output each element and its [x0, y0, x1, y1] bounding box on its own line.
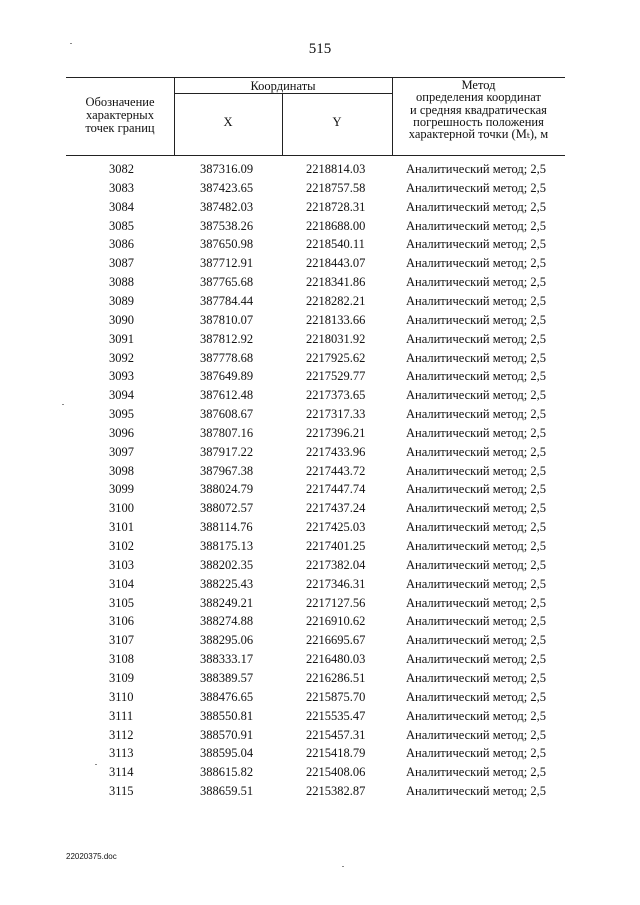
table-header [66, 77, 565, 156]
method-accuracy: Аналитический метод; 2,5 [406, 539, 546, 553]
table-row [66, 518, 565, 537]
method-accuracy: Аналитический метод; 2,5 [406, 614, 546, 629]
x-coordinate: 387608.67 [200, 407, 254, 422]
table-row [66, 688, 565, 707]
x-coordinate: 387612.48 [200, 388, 254, 403]
x-coordinate: 388024.79 [200, 482, 254, 497]
y-coordinate: 2218031.92 [306, 331, 366, 346]
y-coordinate: 2216286.51 [306, 670, 366, 685]
method-accuracy: Аналитический метод; 2,5 [406, 482, 546, 497]
y-coordinate: 2217317.33 [306, 407, 366, 422]
method-accuracy: Аналитический метод; 2,5 [406, 689, 546, 704]
point-id: 3094 [109, 388, 134, 403]
point-id: 3088 [109, 275, 134, 290]
method-accuracy: Аналитический метод; 2,5 [406, 784, 546, 799]
method-accuracy: Аналитический метод; 2,5 [406, 501, 546, 516]
table-row [66, 575, 565, 594]
point-id: 3112 [109, 727, 134, 742]
table-row [66, 198, 565, 217]
y-coordinate: 2215535.47 [306, 708, 366, 723]
method-accuracy: Аналитический метод; 2,5 [406, 369, 546, 384]
method-accuracy: Аналитический метод; 2,5 [406, 237, 546, 252]
x-coordinate: 388476.65 [200, 689, 254, 704]
table-row [66, 311, 565, 330]
method-column-header: Метод определения координат и средняя квадратическая погрешность положения характерной точки (Mₜ), м [408, 78, 549, 142]
point-id: 3083 [109, 180, 134, 195]
y-coordinate: 2218688.00 [306, 218, 366, 233]
y-coordinate: 2217373.65 [306, 388, 366, 403]
y-coordinate: 2217396.21 [306, 425, 366, 440]
table-row [66, 556, 565, 575]
point-id: 3115 [109, 784, 134, 799]
y-coordinate: 2217925.62 [306, 350, 366, 365]
table-row [66, 499, 565, 518]
x-coordinate: 387967.38 [200, 463, 254, 478]
y-coordinate: 2218133.66 [306, 312, 366, 327]
point-id: 3105 [109, 595, 134, 610]
x-coordinate: 387650.98 [200, 237, 254, 252]
y-coordinate: 2216910.62 [306, 614, 366, 629]
table-row [66, 292, 565, 311]
point-id: 3084 [109, 199, 134, 214]
point-id: 3113 [109, 746, 134, 761]
y-coordinate: 2218341.86 [306, 275, 366, 290]
x-coordinate: 388202.35 [200, 557, 254, 572]
header-divider [174, 93, 392, 94]
method-accuracy: Аналитический метод; 2,5 [406, 576, 546, 591]
table-row [66, 367, 565, 386]
x-coordinate: 388333.17 [200, 652, 254, 667]
point-id: 3104 [109, 576, 134, 591]
table-row [66, 443, 565, 462]
table-row [66, 330, 565, 349]
x-coordinate: 387649.89 [200, 369, 254, 384]
page-number: 515 [308, 41, 332, 57]
x-coordinate: 388175.13 [200, 539, 254, 553]
y-coordinate: 2217401.25 [306, 539, 366, 553]
coordinates-header: Координаты [250, 79, 316, 93]
x-coordinate: 387784.44 [200, 293, 254, 308]
y-coordinate: 2217346.31 [306, 576, 366, 591]
point-id: 3109 [109, 670, 134, 685]
x-coordinate: 388295.06 [200, 633, 254, 648]
x-coordinate: 388249.21 [200, 595, 254, 610]
table-row [66, 235, 565, 254]
y-coordinate: 2217382.04 [306, 557, 366, 572]
method-accuracy: Аналитический метод; 2,5 [406, 199, 546, 214]
table-row [66, 726, 565, 745]
y-coordinate: 2217433.96 [306, 444, 366, 459]
y-coordinate: 2218540.11 [306, 237, 365, 252]
y-coordinate: 2215875.70 [306, 689, 366, 704]
table-row [66, 217, 565, 236]
y-coordinate: 2217425.03 [306, 520, 366, 535]
x-coordinate: 387810.07 [200, 312, 254, 327]
point-id: 3096 [109, 425, 134, 440]
point-id: 3089 [109, 293, 134, 308]
method-accuracy: Аналитический метод; 2,5 [406, 350, 546, 365]
point-id: 3087 [109, 256, 134, 271]
document-filename: 22020375.doc [66, 852, 117, 861]
method-accuracy: Аналитический метод; 2,5 [406, 388, 546, 403]
table-row [66, 179, 565, 198]
y-coordinate: 2215457.31 [306, 727, 366, 742]
point-id: 3099 [109, 482, 134, 497]
y-coordinate: 2217447.74 [306, 482, 366, 497]
y-coordinate: 2215418.79 [306, 746, 366, 761]
y-column-header: Y [332, 115, 342, 129]
method-accuracy: Аналитический метод; 2,5 [406, 652, 546, 667]
table-row [66, 254, 565, 273]
table-row [66, 349, 565, 368]
method-accuracy: Аналитический метод; 2,5 [406, 727, 546, 742]
x-coordinate: 387423.65 [200, 180, 254, 195]
y-coordinate: 2218728.31 [306, 199, 366, 214]
x-coordinate: 387807.16 [200, 425, 254, 440]
table-row [66, 669, 565, 688]
point-id: 3111 [109, 708, 134, 723]
method-accuracy: Аналитический метод; 2,5 [406, 331, 546, 346]
point-id: 3108 [109, 652, 134, 667]
x-coordinate: 388659.51 [200, 784, 254, 799]
point-id: 3114 [109, 765, 134, 780]
method-accuracy: Аналитический метод; 2,5 [406, 633, 546, 648]
x-coordinate: 387538.26 [200, 218, 254, 233]
table-row [66, 650, 565, 669]
table-row [66, 480, 565, 499]
x-column-header: X [223, 115, 233, 129]
point-id: 3107 [109, 633, 134, 648]
y-coordinate: 2218443.07 [306, 256, 366, 271]
x-coordinate: 387316.09 [200, 162, 254, 176]
point-id: 3090 [109, 312, 134, 327]
table-row [66, 273, 565, 292]
point-id: 3101 [109, 520, 134, 535]
method-accuracy: Аналитический метод; 2,5 [406, 180, 546, 195]
y-coordinate: 2215382.87 [306, 784, 366, 799]
x-coordinate: 387812.92 [200, 331, 254, 346]
coordinates-table [66, 77, 565, 799]
point-id: 3100 [109, 501, 134, 516]
table-row [66, 594, 565, 613]
point-id: 3095 [109, 407, 134, 422]
x-coordinate: 388615.82 [200, 765, 254, 780]
point-id: 3085 [109, 218, 134, 233]
y-coordinate: 2218814.03 [306, 162, 366, 176]
y-coordinate: 2217437.24 [306, 501, 366, 516]
method-accuracy: Аналитический метод; 2,5 [406, 463, 546, 478]
x-coordinate: 388114.76 [200, 520, 253, 535]
method-accuracy: Аналитический метод; 2,5 [406, 162, 546, 176]
table-row [66, 782, 565, 801]
method-accuracy: Аналитический метод; 2,5 [406, 765, 546, 780]
point-id: 3082 [109, 162, 134, 176]
method-accuracy: Аналитический метод; 2,5 [406, 520, 546, 535]
x-coordinate: 388570.91 [200, 727, 254, 742]
table-row [66, 462, 565, 481]
x-coordinate: 387765.68 [200, 275, 254, 290]
y-coordinate: 2216695.67 [306, 633, 366, 648]
method-accuracy: Аналитический метод; 2,5 [406, 670, 546, 685]
y-coordinate: 2217127.56 [306, 595, 366, 610]
table-row [66, 160, 565, 179]
y-coordinate: 2218757.58 [306, 180, 366, 195]
scan-speck [95, 764, 97, 765]
x-coordinate: 388389.57 [200, 670, 254, 685]
table-row [66, 631, 565, 650]
table-row [66, 763, 565, 782]
method-accuracy: Аналитический метод; 2,5 [406, 218, 546, 233]
x-coordinate: 387917.22 [200, 444, 254, 459]
y-coordinate: 2217529.77 [306, 369, 366, 384]
point-id: 3091 [109, 331, 134, 346]
point-id: 3110 [109, 689, 134, 704]
method-accuracy: Аналитический метод; 2,5 [406, 407, 546, 422]
method-accuracy: Аналитический метод; 2,5 [406, 595, 546, 610]
method-accuracy: Аналитический метод; 2,5 [406, 256, 546, 271]
method-accuracy: Аналитический метод; 2,5 [406, 312, 546, 327]
point-id: 3106 [109, 614, 134, 629]
x-coordinate: 387482.03 [200, 199, 254, 214]
table-row [66, 424, 565, 443]
y-coordinate: 2216480.03 [306, 652, 366, 667]
method-accuracy: Аналитический метод; 2,5 [406, 557, 546, 572]
point-id: 3097 [109, 444, 134, 459]
table-row [66, 744, 565, 763]
method-accuracy: Аналитический метод; 2,5 [406, 708, 546, 723]
point-id: 3093 [109, 369, 134, 384]
y-coordinate: 2217443.72 [306, 463, 366, 478]
method-accuracy: Аналитический метод; 2,5 [406, 746, 546, 761]
table-row [66, 612, 565, 631]
x-coordinate: 387712.91 [200, 256, 254, 271]
method-accuracy: Аналитический метод; 2,5 [406, 293, 546, 308]
x-coordinate: 387778.68 [200, 350, 254, 365]
table-row [66, 537, 565, 556]
x-coordinate: 388274.88 [200, 614, 254, 629]
point-id: 3092 [109, 350, 134, 365]
x-coordinate: 388595.04 [200, 746, 254, 761]
point-id: 3086 [109, 237, 134, 252]
y-coordinate: 2218282.21 [306, 293, 366, 308]
scan-speck [62, 404, 64, 405]
x-coordinate: 388072.57 [200, 501, 254, 516]
method-accuracy: Аналитический метод; 2,5 [406, 275, 546, 290]
point-id: 3102 [109, 539, 134, 553]
table-row [66, 405, 565, 424]
table-row [66, 707, 565, 726]
scan-speck [342, 866, 344, 867]
x-coordinate: 388550.81 [200, 708, 254, 723]
scan-speck [70, 43, 72, 44]
table-row [66, 386, 565, 405]
point-id: 3098 [109, 463, 134, 478]
point-id: 3103 [109, 557, 134, 572]
point-column-header: Обозначение характерных точек границ [85, 95, 155, 135]
method-accuracy: Аналитический метод; 2,5 [406, 425, 546, 440]
y-coordinate: 2215408.06 [306, 765, 366, 780]
x-coordinate: 388225.43 [200, 576, 254, 591]
method-accuracy: Аналитический метод; 2,5 [406, 444, 546, 459]
